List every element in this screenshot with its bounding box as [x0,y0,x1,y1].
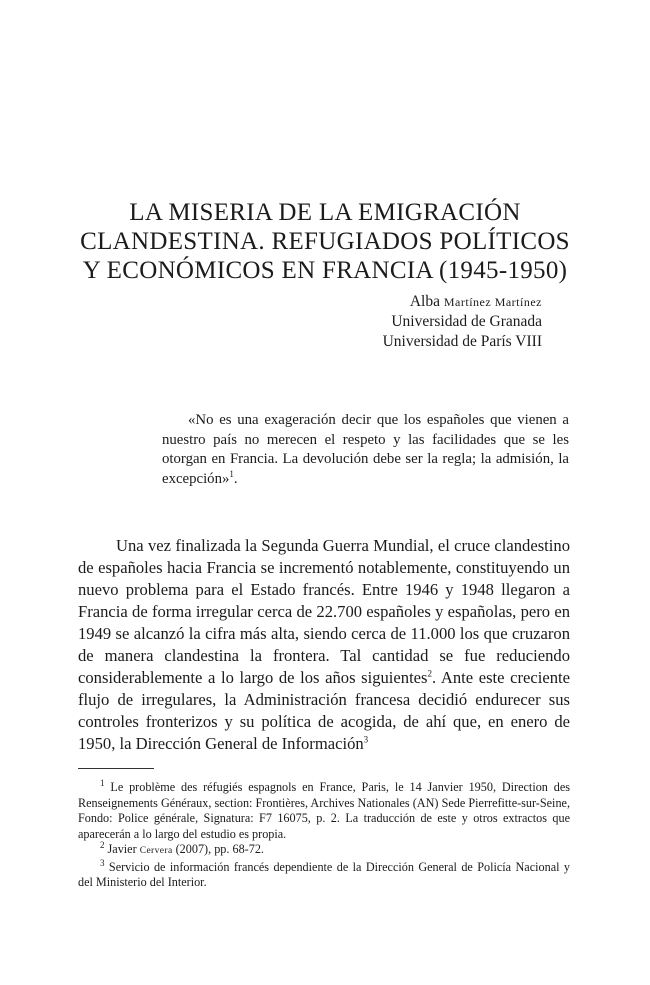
footnote-3-text: Servicio de información francés dependiente de la Dirección General de Policía Nacional y del Ministerio del Interior. [78,859,571,889]
title-line-3: Y ECONÓMICOS EN FRANCIA (1945-1950) [82,257,568,284]
author-block [300,292,542,352]
footnote-2-author-first: Javier [107,842,137,856]
epigraph-quote [162,411,569,489]
epigraph-end: . [233,470,238,487]
body-text-part-1: Una vez finalizada la Segunda Guerra Mundial, el cruce clandestino de españoles hacia Francia se incrementó notablemente, constituyendo un nuevo problema para el Estado francés. Entre 1946 y 1948 llegaron a Francia de forma irregular cerca de 22.700 españoles y españolas, pero en 1949 se alcanzó la cifra más alta, siendo cerca de 11.000 los que cruzaron de manera clandestina la frontera. Tal cantidad se fue reduciendo considerablemente a lo largo de los años siguientes [78,536,570,687]
title-line-1: LA MISERIA DE LA EMIGRACIÓN [129,199,521,226]
footnote-number-2: 2 [100,839,105,850]
footnote-separator [78,768,154,769]
footnote-1-text: Le problème des réfugiés espagnols en France, Paris, le 14 Janvier 1950, Direction des Renseignements Généraux, section: Frontières, Archives Nationales (AN) Sede Pierrefitte-sur-Seine, Fondo: Police générale, Signatura: F7 16075, p. 2. La traducción de este y otros extractos que aparecerán a lo largo del estudio es propia. [78,780,571,841]
footnote-number-1: 1 [100,777,105,788]
affiliation-granada: Universidad de Granada [391,313,542,330]
body-text-part-2: . Ante este creciente flujo de irregulares, la Administración francesa decidió endurecer sus controles fronterizos y su política de acogida, de ahí que, en enero de 1950, la Dirección General de Información [78,668,570,753]
footnote-ref-3: 3 [363,734,369,745]
footnote-3 [78,857,571,891]
footnote-number-3: 3 [100,857,105,868]
author-first-name: Alba [409,293,440,310]
author-name [300,292,542,312]
body-paragraph [78,535,570,755]
footnote-1 [78,777,571,842]
footnote-2 [78,839,570,860]
footnote-ref-1: 1 [229,468,234,479]
title-line-2: CLANDESTINA. REFUGIADOS POLÍTICOS [80,228,570,255]
footnote-2-text: (2007), pp. 68-72. [175,842,264,856]
epigraph-text: «No es una exageración decir que los españoles que vienen a nuestro país no merecen el respeto y las facilidades que se les otorgan en Francia. La devolución debe ser la regla; la admisión, la excepción» [162,412,569,487]
article-title [60,198,590,285]
footnotes-section [78,777,571,891]
footnote-ref-2: 2 [427,668,433,679]
footnote-2-author-last: Cervera [139,846,173,856]
author-surnames: Martínez Martínez [443,295,542,309]
affiliation-paris: Universidad de París VIII [382,333,542,350]
